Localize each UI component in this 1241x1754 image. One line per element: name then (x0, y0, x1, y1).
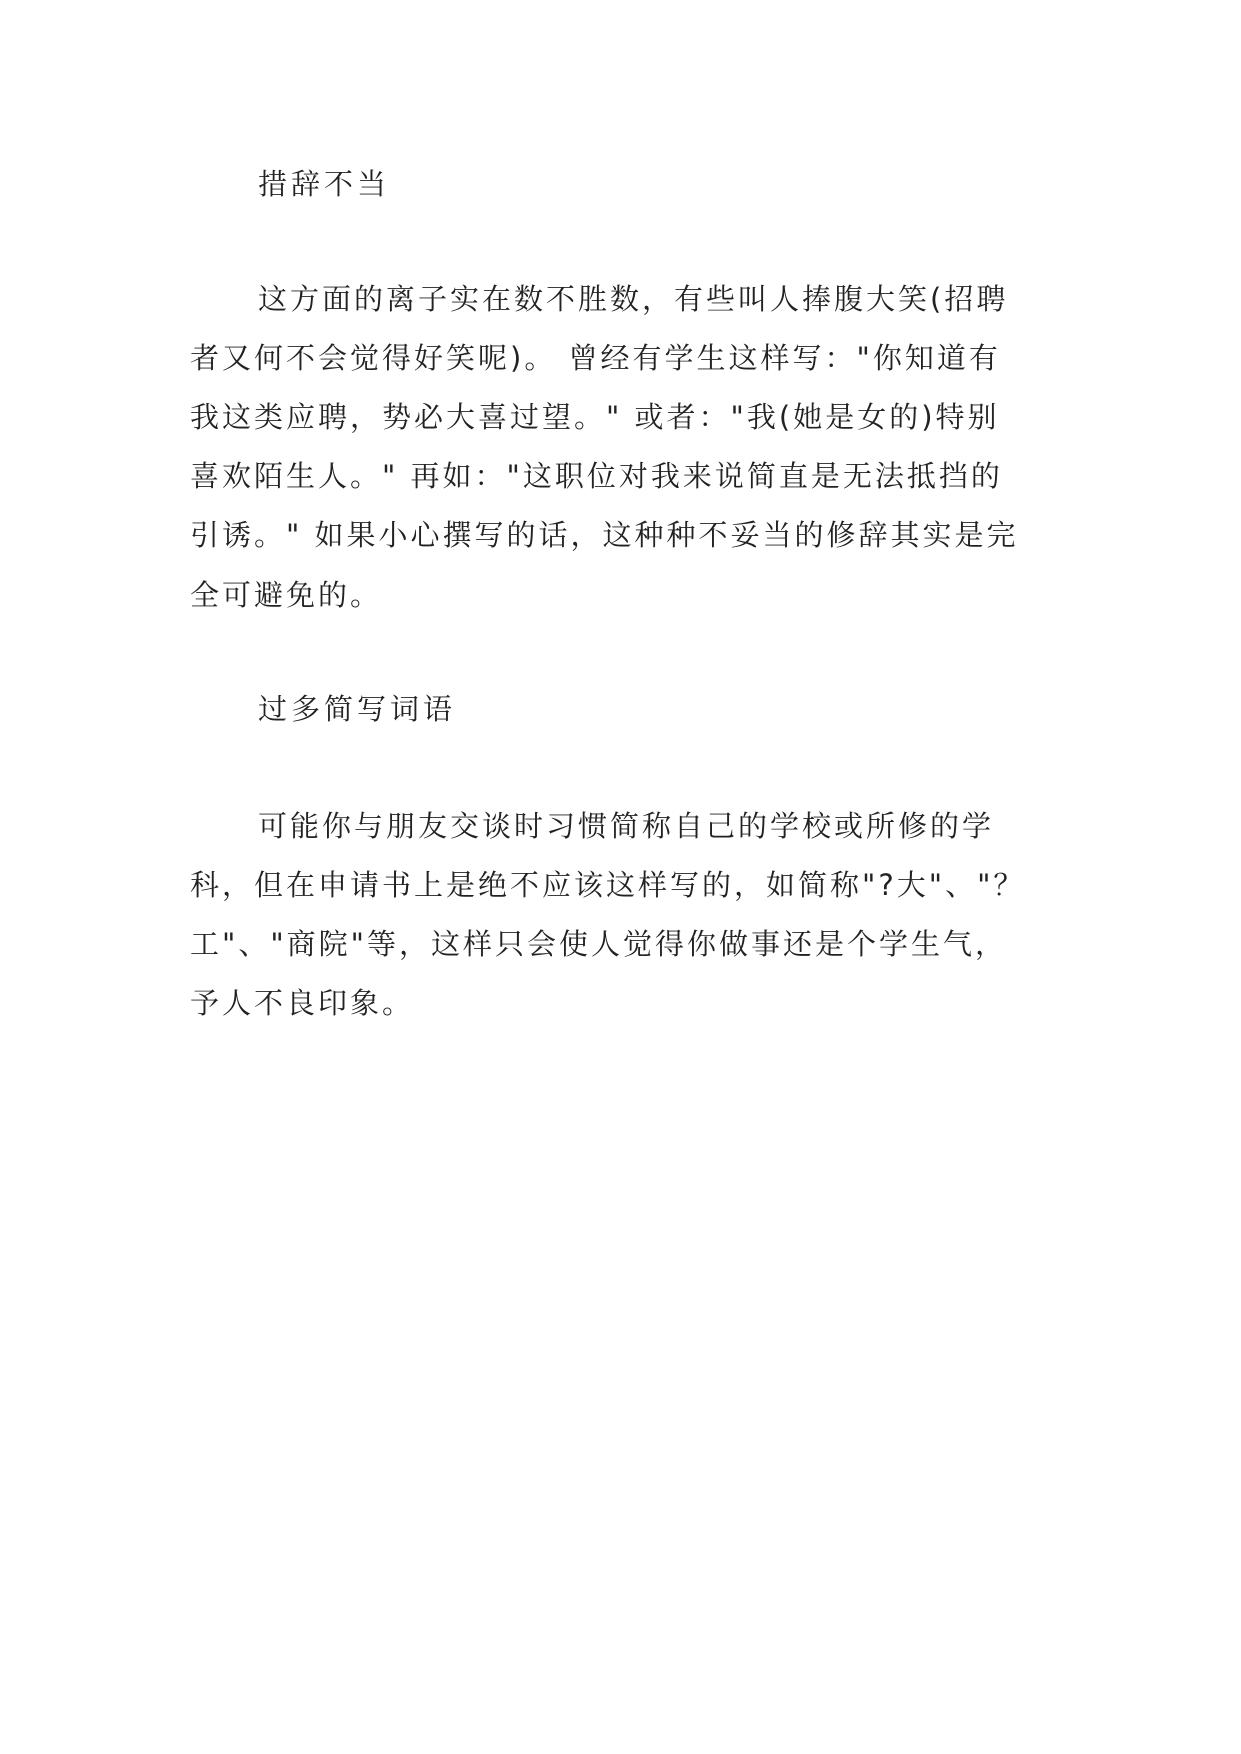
paragraph-line: 可能你与朋友交谈时习惯简称自己的学校或所修的学 (258, 809, 995, 843)
section-heading-wording: 措辞不当 (258, 167, 391, 201)
paragraph-line: 喜欢陌生人。" 再如："这职位对我来说简直是无法抵挡的 (190, 459, 1003, 493)
paragraph-line: 引诱。" 如果小心撰写的话，这种种不妥当的修辞其实是完 (190, 518, 1019, 552)
paragraph-line: 者又何不会觉得好笑呢)。 曾经有学生这样写："你知道有 (190, 341, 1001, 375)
section-heading-abbreviations: 过多简写词语 (258, 692, 457, 726)
paragraph-line: 科，但在申请书上是绝不应该这样写的，如简称"?大"、"？ (190, 868, 1026, 902)
paragraph-line: 全可避免的。 (190, 578, 383, 612)
paragraph-line: 予人不良印象。 (190, 986, 415, 1020)
paragraph-line: 这方面的离子实在数不胜数，有些叫人捧腹大笑(招聘 (258, 282, 1009, 316)
paragraph-line: 我这类应聘，势必大喜过望。" 或者："我(她是女的)特别 (190, 400, 1000, 434)
paragraph-line: 工"、"商院"等，这样只会使人觉得你做事还是个学生气， (190, 927, 1008, 961)
